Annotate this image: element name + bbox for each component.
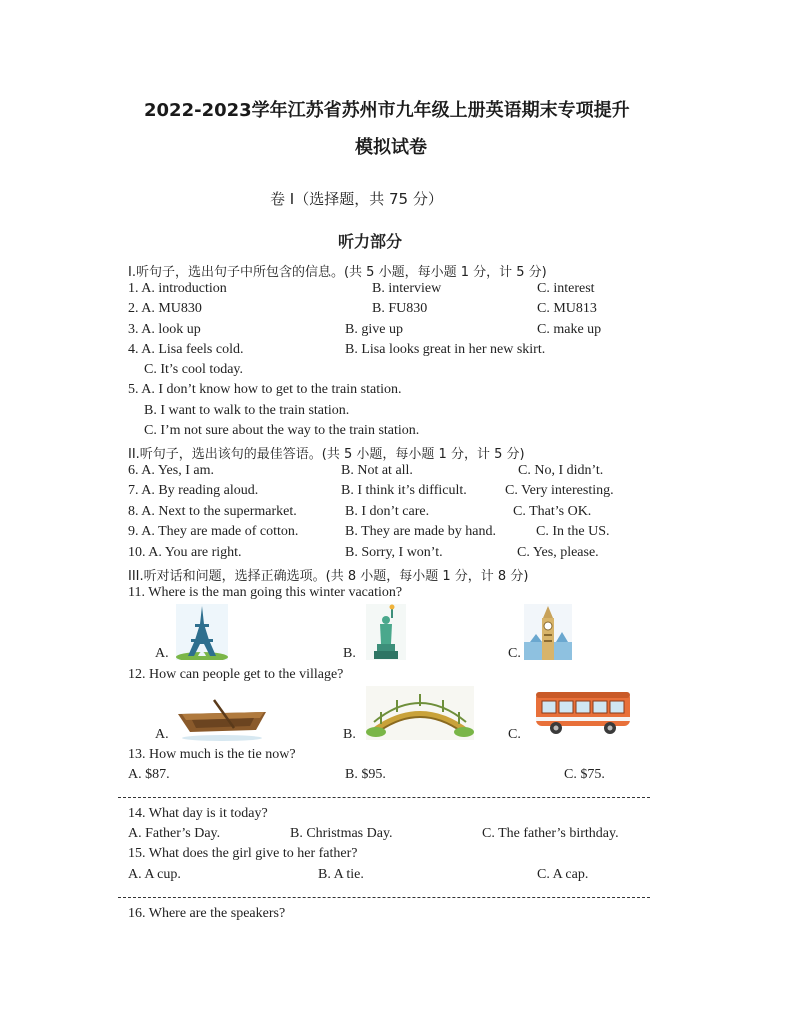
q4-option-b: B. Lisa looks great in her new skirt. — [345, 342, 546, 357]
q11-question: 11. Where is the man going this winter vacation? — [128, 585, 403, 600]
q11-option-c: C. — [508, 646, 521, 661]
q15-question: 15. What does the girl give to her father? — [128, 846, 358, 861]
doc-title-line1: 2022-2023学年江苏省苏州市九年级上册英语期末专项提升 — [144, 100, 630, 121]
big-ben-image — [524, 604, 572, 660]
q13-option-a: A. $87. — [128, 767, 170, 782]
q12-question: 12. How can people get to the village? — [128, 667, 344, 682]
q9-option-a: 9. A. They are made of cotton. — [128, 524, 299, 539]
q1-option-b: B. interview — [372, 281, 442, 296]
section-3-heading: III.听对话和问题，选择正确选项。(共 8 小题，每小题 1 分，计 8 分) — [128, 569, 529, 584]
q8-option-c: C. That’s OK. — [513, 504, 592, 519]
q14-option-b: B. Christmas Day. — [290, 826, 393, 841]
q7-option-b: B. I think it’s difficult. — [341, 483, 467, 498]
eiffel-tower-image — [176, 604, 228, 660]
q15-option-a: A. A cup. — [128, 867, 181, 882]
q13-question: 13. How much is the tie now? — [128, 747, 296, 762]
q11-option-a: A. — [155, 646, 169, 661]
volume-label: 卷 I（选择题，共 75 分） — [270, 190, 443, 208]
q12-option-b: B. — [343, 727, 356, 742]
doc-title-line2: 模拟试卷 — [355, 137, 427, 158]
q7-option-c: C. Very interesting. — [505, 483, 614, 498]
section-1-heading: I.听句子，选出句子中所包含的信息。(共 5 小题，每小题 1 分，计 5 分) — [128, 265, 547, 280]
q1-option-a: 1. A. introduction — [128, 281, 227, 296]
page-divider — [118, 797, 650, 798]
part-heading: 听力部分 — [338, 232, 403, 251]
q2-option-c: C. MU813 — [537, 301, 597, 316]
q3-option-c: C. make up — [537, 322, 602, 337]
q3-option-a: 3. A. look up — [128, 322, 201, 337]
q12-option-a: A. — [155, 727, 169, 742]
q10-option-b: B. Sorry, I won’t. — [345, 545, 443, 560]
q11-option-b: B. — [343, 646, 356, 661]
q16-question: 16. Where are the speakers? — [128, 906, 286, 921]
q13-option-c: C. $75. — [564, 767, 605, 782]
bus-image — [534, 688, 632, 736]
q9-option-c: C. In the US. — [536, 524, 610, 539]
section-2-heading: II.听句子，选出该句的最佳答语。(共 5 小题，每小题 1 分，计 5 分) — [128, 447, 525, 462]
q4-option-a: 4. A. Lisa feels cold. — [128, 342, 244, 357]
q7-option-a: 7. A. By reading aloud. — [128, 483, 259, 498]
q5-option-b: B. I want to walk to the train station. — [144, 403, 350, 418]
q8-option-b: B. I don’t care. — [345, 504, 430, 519]
q6-option-a: 6. A. Yes, I am. — [128, 463, 214, 478]
q6-option-b: B. Not at all. — [341, 463, 413, 478]
statue-of-liberty-image — [366, 604, 406, 660]
q4-option-c: C. It’s cool today. — [144, 362, 244, 377]
bridge-image — [366, 686, 474, 740]
q6-option-c: C. No, I didn’t. — [518, 463, 604, 478]
q12-option-c: C. — [508, 727, 521, 742]
q2-option-b: B. FU830 — [372, 301, 428, 316]
q14-option-c: C. The father’s birthday. — [482, 826, 619, 841]
page-divider — [118, 897, 650, 898]
q14-question: 14. What day is it today? — [128, 806, 268, 821]
q5-option-a: 5. A. I don’t know how to get to the train station. — [128, 382, 402, 397]
q2-option-a: 2. A. MU830 — [128, 301, 202, 316]
q14-option-a: A. Father’s Day. — [128, 826, 221, 841]
q1-option-c: C. interest — [537, 281, 595, 296]
q15-option-b: B. A tie. — [318, 867, 364, 882]
rowboat-image — [174, 694, 270, 742]
q15-option-c: C. A cap. — [537, 867, 589, 882]
q9-option-b: B. They are made by hand. — [345, 524, 496, 539]
q8-option-a: 8. A. Next to the supermarket. — [128, 504, 297, 519]
q10-option-c: C. Yes, please. — [517, 545, 599, 560]
q13-option-b: B. $95. — [345, 767, 386, 782]
q5-option-c: C. I’m not sure about the way to the train station. — [144, 423, 420, 438]
q3-option-b: B. give up — [345, 322, 403, 337]
q10-option-a: 10. A. You are right. — [128, 545, 242, 560]
